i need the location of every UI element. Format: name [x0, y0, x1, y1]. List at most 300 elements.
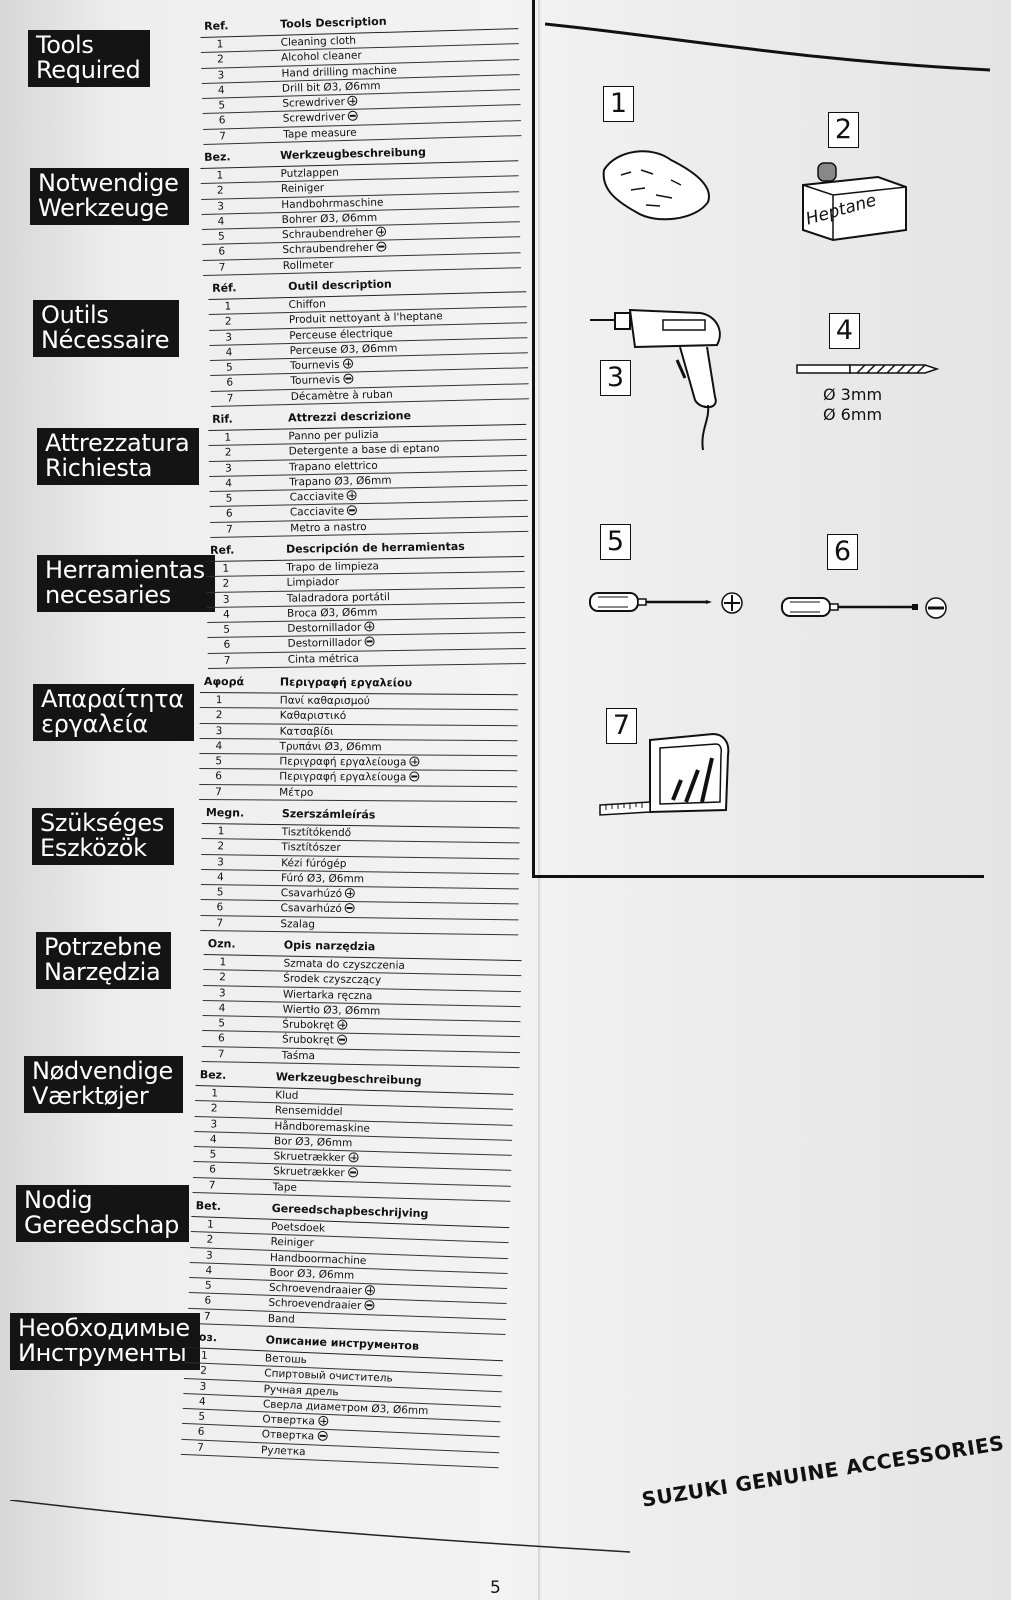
tool-section [0, 14, 530, 151]
row-description-text: Boor Ø3, Ø6mm [269, 1266, 355, 1282]
row-description [280, 917, 315, 931]
section-title: Herramientas necesaries [37, 555, 215, 612]
row-description [281, 886, 355, 901]
row-description-text: Drill bit Ø3, Ø6mm [281, 79, 381, 95]
row-description-text: Μέτρο [279, 786, 314, 799]
row-number: 2 [216, 184, 224, 197]
phillips-screwdriver-icon [588, 585, 748, 625]
row-number: 2 [219, 971, 227, 984]
tool-section [0, 806, 530, 937]
row-number: 6 [217, 1032, 225, 1045]
row-description-text: Περιγραφή εργαλείουga [279, 771, 407, 784]
row-description-text: Środek czyszczący [283, 972, 382, 987]
row-description [290, 489, 358, 504]
row-description-text: Håndboremaskine [274, 1119, 371, 1135]
row-description [281, 63, 397, 80]
row-number: 6 [197, 1426, 205, 1439]
row-description-text: Poetsdoek [270, 1220, 326, 1235]
row-description-text: Reiniger [270, 1236, 314, 1250]
row-description [280, 902, 354, 917]
row-number: 7 [216, 916, 224, 930]
row-description [273, 1165, 358, 1181]
ref-column-header: Rif. [211, 412, 233, 426]
tool-table [181, 1330, 504, 1468]
ref-column-header: Поз. [189, 1330, 218, 1345]
tool-table [208, 407, 528, 538]
description-column-header: Szerszámleírás [281, 807, 376, 822]
flat-head-icon [343, 374, 353, 384]
row-description-text: Рулетка [260, 1444, 306, 1458]
row-number: 4 [215, 740, 223, 753]
row-number: 6 [216, 901, 224, 914]
tool-section [0, 539, 530, 675]
row-number: 2 [206, 1233, 214, 1247]
row-description [275, 1088, 299, 1103]
row-number: 3 [215, 724, 223, 737]
row-description [288, 651, 359, 666]
row-number: 2 [224, 315, 232, 328]
row-description [281, 856, 346, 871]
phillips-head-icon [364, 622, 374, 632]
row-description [290, 505, 358, 520]
phillips-head-icon [376, 227, 386, 237]
row-description [290, 358, 353, 374]
row-description-text: Csavarhúzó [280, 902, 342, 916]
row-description [283, 125, 357, 141]
row-description [273, 1149, 358, 1165]
row-description [289, 326, 393, 343]
row-description [269, 1266, 354, 1283]
description-column-header: Περιγραφή εργαλείου [279, 675, 413, 690]
row-number: 5 [218, 1017, 226, 1030]
row-description-text: Destornillador [287, 621, 362, 635]
flat-head-icon [364, 1301, 374, 1311]
row-description-text: Schraubendreher [282, 242, 374, 257]
phillips-head-icon [347, 490, 357, 500]
row-description [282, 226, 386, 243]
row-number: 3 [199, 1380, 207, 1393]
row-description [274, 1119, 370, 1136]
tool-section [0, 409, 530, 544]
description-column-header: Opis narzędzia [283, 938, 376, 954]
row-number: 1 [222, 562, 230, 575]
row-description-text: Wiertło Ø3, Ø6mm [282, 1003, 381, 1018]
heptane-label: Heptane [803, 190, 879, 230]
row-description [282, 95, 358, 111]
row-description-text: Fúró Ø3, Ø6mm [280, 872, 365, 886]
tool-section [0, 933, 530, 1068]
row-number: 2 [222, 577, 230, 591]
description-column-header: Tools Description [279, 14, 387, 31]
row-number: 2 [224, 446, 232, 459]
row-description [280, 694, 370, 709]
item-number-5: 5 [600, 524, 631, 560]
description-column-header: Werkzeugbeschreibung [279, 145, 427, 163]
row-number: 7 [196, 1441, 205, 1454]
row-number: 4 [205, 1264, 213, 1277]
row-number: 1 [200, 1349, 208, 1362]
row-number: 5 [215, 755, 223, 768]
drill-bit-icon [795, 355, 940, 380]
row-description-text: Отвертка [261, 1428, 315, 1443]
row-description-text: Panno per pulizia [288, 428, 379, 443]
row-number: 2 [216, 53, 224, 66]
section-title: Szükséges Eszközök [32, 808, 174, 865]
tool-table [188, 1199, 510, 1335]
row-description-text: Chiffon [288, 298, 326, 312]
row-number: 2 [217, 840, 225, 853]
table-row [199, 785, 517, 803]
row-description-text: Handboormachine [269, 1251, 367, 1267]
row-description-text: Perceuse électrique [289, 327, 393, 342]
row-description [282, 825, 352, 840]
row-description-text: Cacciavite [289, 505, 345, 519]
ref-column-header: Ref. [209, 543, 235, 557]
phillips-head-icon [342, 359, 352, 369]
section-title: Nødvendige Værktøjer [24, 1056, 183, 1113]
row-description [281, 840, 341, 855]
row-description [289, 458, 378, 474]
row-description-text: Κατσαβίδι [279, 725, 334, 738]
row-description-text: Reiniger [280, 182, 325, 196]
row-description [271, 1220, 326, 1236]
tool-section [0, 277, 530, 413]
row-description [283, 987, 373, 1003]
row-number: 1 [216, 169, 224, 182]
brand-footer: SUZUKI GENUINE ACCESSORIES [640, 1430, 1006, 1512]
row-description-text: Trapano elettrico [288, 459, 378, 474]
row-description [280, 34, 356, 50]
row-description-text: Śrubokręt [282, 1018, 335, 1032]
row-description-text: Отвертка [262, 1413, 316, 1428]
section-title: Potrzebne Narzędzia [36, 932, 171, 989]
row-description-text: Περιγραφή εργαλείουga [279, 755, 407, 769]
row-number: 2 [200, 1364, 208, 1378]
row-number: 2 [215, 709, 223, 722]
row-description-text: Rollmeter [282, 258, 334, 272]
row-description [281, 871, 364, 886]
row-number: 3 [205, 1249, 213, 1262]
tool-section [0, 145, 530, 282]
row-description-text: Metro a nastro [290, 520, 367, 535]
row-description [283, 258, 334, 273]
row-number: 4 [217, 84, 225, 97]
row-description [287, 575, 340, 590]
row-number: 5 [225, 492, 233, 505]
row-description [282, 211, 378, 227]
row-description [263, 1382, 339, 1399]
row-number: 3 [224, 462, 232, 475]
row-number: 7 [203, 1310, 211, 1323]
row-description-text: Tournevis [289, 358, 340, 373]
row-number: 5 [217, 230, 225, 243]
row-number: 6 [204, 1294, 212, 1308]
row-number: 3 [222, 593, 230, 606]
row-number: 3 [217, 855, 224, 868]
row-description-text: Bohrer Ø3, Ø6mm [281, 211, 378, 226]
row-number: 5 [223, 623, 231, 636]
row-description-text: Décamètre à ruban [290, 388, 393, 403]
row-description [282, 1002, 380, 1018]
description-column-header: Descripción de herramientas [285, 539, 465, 556]
ref-column-header: Bet. [195, 1199, 222, 1214]
row-description-text: Handbohrmaschine [281, 196, 384, 211]
ref-column-header: Bez. [203, 150, 231, 164]
flat-screwdriver-icon [780, 590, 950, 630]
row-number: 3 [210, 1118, 218, 1131]
row-number: 4 [209, 1133, 217, 1146]
row-number: 1 [217, 825, 225, 838]
row-description [289, 473, 391, 489]
tool-table [202, 937, 522, 1068]
tool-table [200, 11, 521, 145]
ref-column-header: Megn. [205, 806, 245, 820]
tape-measure-icon [598, 730, 738, 825]
row-number: 7 [217, 1048, 225, 1061]
ref-column-header: Bez. [199, 1068, 227, 1082]
row-description-text: Hand drilling machine [281, 64, 398, 80]
row-number: 7 [223, 654, 231, 667]
row-number: 1 [206, 1218, 215, 1231]
item-number-3: 3 [600, 360, 631, 396]
row-description-text: Skruetrækker [273, 1150, 346, 1165]
row-description [281, 195, 383, 211]
row-description-text: Band [267, 1312, 296, 1326]
row-description-text: Produit nettoyant à l'heptane [288, 310, 443, 327]
row-number: 4 [198, 1395, 206, 1408]
row-number: 3 [225, 331, 233, 344]
section-title: Outils Nécessaire [33, 300, 179, 357]
page-number: 5 [490, 1578, 501, 1598]
row-description [282, 1018, 347, 1033]
row-description [280, 166, 339, 181]
drill-size-3mm: Ø 3mm [823, 385, 883, 404]
row-description-text: Спиртовый очиститель [263, 1367, 393, 1385]
row-description [287, 605, 377, 620]
item-number-6: 6 [827, 534, 858, 570]
row-description [268, 1312, 295, 1327]
row-description-text: Skruetrækker [272, 1165, 345, 1180]
row-number: 1 [219, 956, 227, 969]
row-number: 6 [208, 1163, 217, 1177]
row-description [287, 621, 374, 636]
row-description [283, 972, 381, 988]
row-description-text: Broca Ø3, Ø6mm [287, 606, 378, 620]
row-number: 6 [215, 770, 223, 783]
section-title: Notwendige Werkzeuge [30, 168, 189, 225]
row-description [288, 428, 378, 444]
table-header [200, 675, 518, 695]
row-number: 5 [198, 1410, 206, 1424]
section-title: Attrezzatura Richiesta [37, 428, 199, 485]
section-title: Необходимые Инструменты [10, 1313, 200, 1370]
flat-head-icon [347, 506, 357, 516]
row-number: 7 [218, 261, 226, 274]
row-number: 6 [218, 245, 226, 259]
row-number: 4 [216, 871, 224, 884]
tool-table [206, 539, 526, 669]
row-description [261, 1428, 327, 1445]
row-description [270, 1235, 314, 1250]
row-description [286, 559, 379, 574]
row-number: 3 [217, 68, 225, 82]
row-description [281, 49, 362, 65]
flat-head-icon [337, 1035, 347, 1045]
ref-column-header: Réf. [211, 281, 237, 295]
row-description [270, 1250, 367, 1267]
tool-table [208, 274, 529, 407]
row-description [287, 636, 374, 651]
description-column-header: Gereedschapbeschrijving [271, 1201, 429, 1221]
row-number: 1 [224, 431, 232, 444]
flat-head-icon [348, 111, 358, 121]
row-number: 7 [215, 785, 222, 798]
row-description [279, 755, 419, 770]
row-description-text: Tape [272, 1180, 298, 1194]
row-description-text: Taladradora portátil [286, 590, 390, 605]
row-number: 7 [208, 1179, 216, 1192]
row-description [289, 442, 440, 459]
row-description [287, 590, 390, 606]
row-description [290, 520, 367, 535]
section-title: Nodig Gereedschap [16, 1185, 189, 1242]
description-column-header: Outil description [287, 277, 392, 294]
table-row [200, 916, 518, 936]
description-column-header: Attrezzi descrizione [287, 409, 412, 425]
row-description [280, 724, 334, 738]
row-number: 1 [224, 300, 232, 313]
row-description-text: Trapano Ø3, Ø6mm [289, 474, 392, 489]
row-description-text: Schroevendraaier [268, 1297, 362, 1313]
row-description-text: Taśma [281, 1049, 316, 1062]
row-number: 5 [204, 1279, 212, 1292]
row-description [290, 341, 398, 358]
row-description-text: Schroevendraaier [268, 1281, 363, 1298]
row-description [274, 1134, 353, 1150]
flat-head-icon [376, 242, 386, 252]
row-number: 6 [226, 376, 234, 390]
row-description-text: Screwdriver [282, 111, 346, 126]
row-description [283, 957, 405, 973]
row-description-text: Szmata do czyszczenia [283, 957, 405, 972]
row-number: 6 [225, 508, 233, 521]
row-description [282, 1033, 347, 1048]
row-description-text: Tisztítószer [281, 841, 341, 855]
row-description-text: Bor Ø3, Ø6mm [273, 1135, 353, 1150]
row-description-text: Tournevis [290, 374, 341, 388]
row-description [282, 79, 381, 96]
item-number-7: 7 [606, 708, 637, 744]
row-number: 6 [218, 114, 226, 127]
flat-head-icon [364, 637, 374, 647]
row-number: 2 [210, 1102, 218, 1115]
row-number: 4 [223, 608, 230, 621]
row-number: 1 [215, 694, 223, 707]
row-description-text: Πανί καθαρισμού [279, 694, 370, 708]
row-description [262, 1412, 328, 1429]
flat-head-icon [317, 1431, 327, 1441]
tool-table [200, 143, 521, 276]
row-number: 7 [219, 130, 227, 143]
item-number-1: 1 [603, 86, 634, 122]
row-number: 3 [217, 200, 225, 213]
flat-head-icon [347, 1168, 357, 1178]
row-description-text: Putzlappen [280, 166, 339, 181]
row-description-text: Tisztítókendő [281, 826, 352, 840]
row-description-text: Tape measure [283, 126, 357, 141]
ref-column-header: Αφορά [203, 675, 245, 689]
row-description-text: Trapo de limpieza [286, 560, 380, 574]
row-description [282, 241, 386, 258]
row-number: 7 [226, 392, 234, 405]
row-number: 5 [209, 1148, 217, 1161]
item-number-2: 2 [828, 112, 859, 148]
row-description [279, 785, 313, 799]
row-description-text: Cinta métrica [287, 652, 359, 666]
row-description-text: Wiertarka ręczna [282, 988, 373, 1002]
phillips-head-icon [345, 888, 355, 898]
phillips-head-icon [348, 96, 358, 106]
row-description [283, 110, 359, 126]
row-description-text: Destornillador [287, 637, 362, 651]
row-description [265, 1351, 308, 1367]
row-description-text: Ветошь [264, 1352, 308, 1367]
row-number: 1 [216, 38, 224, 51]
phillips-head-icon [365, 1285, 375, 1295]
row-description [290, 373, 353, 389]
row-number: 7 [226, 523, 234, 536]
row-number: 4 [218, 1002, 226, 1015]
row-description [261, 1443, 306, 1459]
row-number: 3 [218, 986, 226, 1000]
row-description-text: Alcohol cleaner [280, 49, 362, 65]
row-description [279, 739, 381, 754]
row-description-text: Καθαριστικό [279, 709, 347, 723]
row-description-text: Ручная дрель [263, 1382, 339, 1399]
row-number: 5 [225, 361, 233, 374]
phillips-head-icon [348, 1152, 358, 1162]
row-description [282, 1048, 316, 1063]
row-description-text: Schraubendreher [281, 226, 374, 242]
row-description-text: Klud [275, 1089, 299, 1102]
row-description-text: Cacciavite [289, 490, 345, 504]
row-number: 4 [225, 346, 233, 359]
row-description-text: Cleaning cloth [280, 34, 357, 49]
row-description [280, 709, 347, 723]
row-number: 4 [217, 215, 225, 228]
ref-column-header: Ref. [203, 19, 229, 33]
tool-section [0, 1057, 530, 1199]
row-description-text: Limpiador [286, 576, 340, 590]
row-description-text: Сверла диаметром Ø3, Ø6mm [262, 1398, 429, 1418]
flat-head-icon [345, 903, 355, 913]
tool-table [193, 1068, 514, 1202]
row-description [275, 1104, 343, 1120]
phillips-head-icon [337, 1020, 347, 1030]
phillips-head-icon [409, 757, 419, 767]
row-description-text: Rensemiddel [274, 1104, 343, 1119]
section-title: Απαραίτητα εργαλεία [33, 684, 194, 741]
hand-drill-icon [585, 305, 745, 455]
row-number: 6 [223, 639, 231, 652]
row-number: 5 [218, 99, 226, 112]
row-description-text: Τρυπάνι Ø3, Ø6mm [279, 740, 382, 754]
cleaning-cloth-icon [596, 140, 721, 230]
tool-table [199, 675, 518, 802]
row-description-text: Screwdriver [282, 96, 345, 110]
description-column-header: Werkzeugbeschreibung [275, 1070, 422, 1088]
row-description [281, 181, 325, 196]
